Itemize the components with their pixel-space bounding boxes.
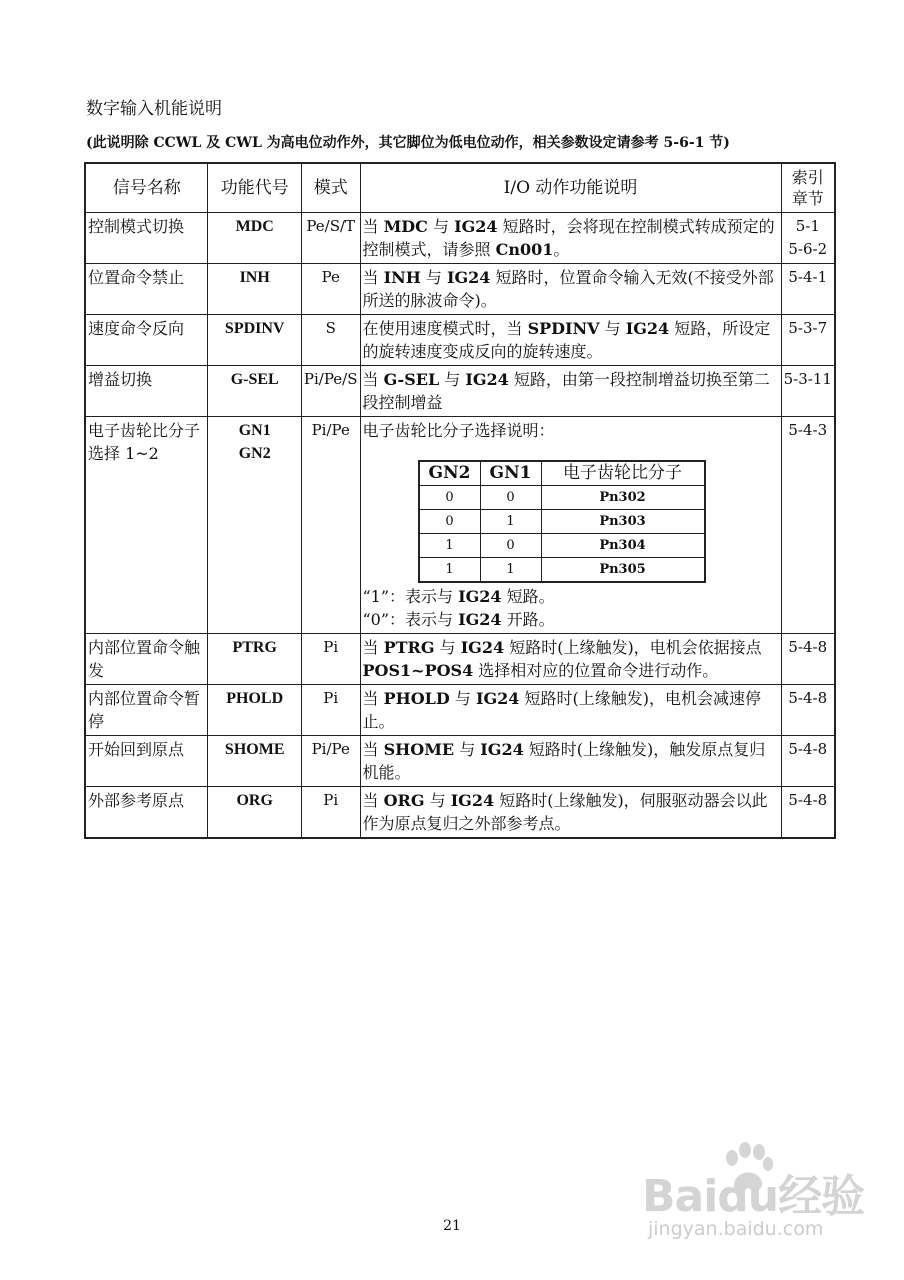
gear-table-cell: Pn303 bbox=[541, 510, 705, 534]
index-entry: 5-3-11 bbox=[783, 370, 832, 388]
mode: Pi/Pe bbox=[301, 417, 360, 634]
bold-term: IG24 bbox=[460, 638, 505, 657]
desc-text: 与 bbox=[599, 319, 626, 338]
desc-text: 短路时(上缘触发)，电机会依据接点 bbox=[504, 638, 762, 657]
io-description bbox=[360, 685, 781, 736]
index-entry: 5-3-7 bbox=[788, 319, 828, 337]
desc-text: 与 bbox=[454, 740, 481, 759]
bold-term: PHOLD bbox=[383, 689, 450, 708]
desc-text: 与 bbox=[449, 689, 476, 708]
bold-term: IG24 bbox=[458, 610, 502, 629]
desc-text: 短路时(上缘触发)，伺服驱动器会以此作为原点复归之外部参考点。 bbox=[362, 791, 768, 833]
function-code: PHOLD bbox=[208, 685, 301, 736]
desc-text: 当 bbox=[362, 791, 384, 810]
gear-table-cell: 1 bbox=[419, 534, 481, 558]
gear-table-row bbox=[419, 558, 705, 583]
gear-table-cell: Pn304 bbox=[541, 534, 705, 558]
io-description bbox=[360, 315, 781, 366]
function-code bbox=[208, 417, 301, 634]
bold-term: IG24 bbox=[458, 587, 502, 606]
desc-text: 短路，所设定的旋转速度变成反向的旋转速度。 bbox=[362, 319, 771, 361]
signal-name: 控制模式切换 bbox=[85, 213, 208, 264]
bold-term: POS1~POS4 bbox=[362, 661, 474, 680]
gear-note-open bbox=[363, 608, 779, 631]
gear-table-cell: 1 bbox=[480, 558, 541, 583]
desc-text: 当 bbox=[362, 638, 384, 657]
table-row bbox=[85, 366, 835, 417]
signal-name: 内部位置命令触发 bbox=[85, 634, 208, 685]
gear-table-header-cell: 电子齿轮比分子 bbox=[541, 461, 705, 486]
gear-table-cell: Pn302 bbox=[541, 486, 705, 510]
function-code: INH bbox=[208, 264, 301, 315]
gear-table-cell: 0 bbox=[419, 486, 481, 510]
desc-text: 当 bbox=[362, 689, 384, 708]
bold-term: INH bbox=[383, 268, 421, 287]
index-entry: 5-4-8 bbox=[788, 689, 828, 707]
index-entry: 5-4-8 bbox=[788, 791, 828, 809]
desc-text: 选择相对应的位置命令进行动作。 bbox=[473, 661, 719, 680]
index-chapter bbox=[781, 315, 835, 366]
table-row bbox=[85, 736, 835, 787]
desc-text: 与 bbox=[424, 791, 451, 810]
bold-term: IG24 bbox=[454, 217, 498, 236]
signal-name: 增益切换 bbox=[85, 366, 208, 417]
table-row bbox=[85, 264, 835, 315]
mode: Pi bbox=[301, 787, 360, 839]
gear-table-header bbox=[419, 461, 705, 486]
desc-text: 短路时(上缘触发)，触发原点复归机能。 bbox=[362, 740, 766, 782]
function-code: PTRG bbox=[208, 634, 301, 685]
index-entry: 5-4-1 bbox=[788, 268, 828, 286]
desc-text: 开路。 bbox=[501, 610, 555, 629]
desc-text: 短路时，位置命令输入无效(不接受外部所送的脉波命令)。 bbox=[362, 268, 774, 310]
mode: Pi bbox=[301, 634, 360, 685]
table-row bbox=[85, 685, 835, 736]
table-row bbox=[85, 787, 835, 839]
bold-term: IG24 bbox=[625, 319, 670, 338]
signal-name: 外部参考原点 bbox=[85, 787, 208, 839]
baidu-watermark bbox=[600, 1140, 880, 1270]
signal-name: 开始回到原点 bbox=[85, 736, 208, 787]
mode: Pe/S/T bbox=[301, 213, 360, 264]
index-chapter bbox=[781, 787, 835, 839]
io-description bbox=[360, 264, 781, 315]
io-description bbox=[360, 787, 781, 839]
header-function-code: 功能代号 bbox=[208, 163, 301, 213]
gear-table-row bbox=[419, 486, 705, 510]
desc-text: 当 bbox=[362, 740, 384, 759]
index-chapter bbox=[781, 634, 835, 685]
io-description bbox=[360, 634, 781, 685]
bold-term: Cn001 bbox=[495, 240, 554, 259]
function-code: SPDINV bbox=[208, 315, 301, 366]
desc-text: “1”：表示与 bbox=[362, 587, 459, 606]
table-body-upper bbox=[85, 213, 835, 417]
table-body-lower bbox=[85, 634, 835, 839]
desc-text: 当 bbox=[362, 370, 384, 389]
desc-text: 短路，由第一段控制增益切换至第二段控制增益 bbox=[362, 370, 770, 412]
bold-term: IG24 bbox=[476, 689, 520, 708]
index-chapter bbox=[781, 264, 835, 315]
gear-note-short bbox=[363, 585, 779, 608]
gear-table-header-cell: GN2 bbox=[419, 461, 481, 486]
desc-text: 当 bbox=[362, 217, 384, 236]
header-io-description: I/O 动作功能说明 bbox=[360, 163, 781, 213]
io-description bbox=[360, 736, 781, 787]
signal-name: 位置命令禁止 bbox=[85, 264, 208, 315]
function-code: G-SEL bbox=[208, 366, 301, 417]
gear-row-body bbox=[85, 417, 835, 634]
desc-text: 在使用速度模式时，当 bbox=[362, 319, 528, 338]
table-row-gear bbox=[85, 417, 835, 634]
bold-term: ORG bbox=[383, 791, 425, 810]
table-header-row bbox=[85, 163, 835, 213]
gear-ratio-table bbox=[418, 460, 706, 583]
index-chapter bbox=[781, 213, 835, 264]
bold-term: SPDINV bbox=[527, 319, 600, 338]
bold-term: SHOME bbox=[383, 740, 455, 759]
signal-table bbox=[84, 162, 836, 839]
desc-text: “0”：表示与 bbox=[362, 610, 459, 629]
index-entry: 5-4-8 bbox=[788, 740, 828, 758]
desc-text: 短路。 bbox=[501, 587, 555, 606]
index-chapter bbox=[781, 366, 835, 417]
desc-text: 。 bbox=[553, 240, 570, 259]
bold-term: PTRG bbox=[383, 638, 435, 657]
page-title: 数字输入机能说明 bbox=[86, 99, 222, 119]
mode: Pi/Pe/S bbox=[301, 366, 360, 417]
table-row bbox=[85, 634, 835, 685]
bold-term: G-SEL bbox=[383, 370, 440, 389]
signal-name: 内部位置命令暂停 bbox=[85, 685, 208, 736]
index-chapter bbox=[781, 736, 835, 787]
signal-name: 速度命令反向 bbox=[85, 315, 208, 366]
gear-table-cell: 0 bbox=[419, 510, 481, 534]
mode: S bbox=[301, 315, 360, 366]
gear-intro: 电子齿轮比分子选择说明： bbox=[362, 421, 555, 440]
header-index bbox=[781, 163, 835, 213]
watermark-logo: Baidu经验 bbox=[642, 1171, 865, 1222]
desc-text: 与 bbox=[434, 638, 461, 657]
mode: Pe bbox=[301, 264, 360, 315]
header-signal-name: 信号名称 bbox=[85, 163, 208, 213]
bold-term: IG24 bbox=[447, 268, 491, 287]
table-row bbox=[85, 315, 835, 366]
index-chapter bbox=[781, 685, 835, 736]
function-code-gn1: GN1 bbox=[238, 422, 271, 439]
page-number: 21 bbox=[443, 1218, 461, 1234]
index-entry: 5-6-2 bbox=[788, 240, 828, 258]
gear-table-body bbox=[419, 486, 705, 583]
index-entry: 5-1 bbox=[795, 217, 820, 235]
desc-text: 与 bbox=[420, 268, 448, 287]
header-index-line2: 章节 bbox=[791, 189, 824, 208]
desc-text: 短路时，会将现在控制模式转成预定的控制模式，请参照 bbox=[362, 217, 775, 259]
section-note: (此说明除 CCWL 及 CWL 为高电位动作外，其它脚位为低电位动作，相关参数设定请参考 5-6-1 节) bbox=[86, 135, 730, 151]
gear-table-cell: 0 bbox=[480, 534, 541, 558]
header-index-line1: 索引 bbox=[791, 168, 824, 187]
bold-term: IG24 bbox=[465, 370, 509, 389]
bold-term: MDC bbox=[383, 217, 428, 236]
gear-table-header-cell: GN1 bbox=[480, 461, 541, 486]
io-description bbox=[360, 417, 781, 634]
function-code: SHOME bbox=[208, 736, 301, 787]
io-description bbox=[360, 366, 781, 417]
function-code: ORG bbox=[208, 787, 301, 839]
gear-table-row bbox=[419, 510, 705, 534]
gear-table-row bbox=[419, 534, 705, 558]
bold-term: IG24 bbox=[450, 791, 495, 810]
gear-table-cell: 1 bbox=[419, 558, 481, 583]
signal-name: 电子齿轮比分子选择 1~2 bbox=[85, 417, 208, 634]
gear-table-cell: Pn305 bbox=[541, 558, 705, 583]
bold-term: IG24 bbox=[480, 740, 524, 759]
table-row bbox=[85, 213, 835, 264]
desc-text: 当 bbox=[362, 268, 384, 287]
header-mode: 模式 bbox=[301, 163, 360, 213]
index-entry: 5-4-8 bbox=[788, 638, 828, 656]
desc-text: 短路时(上缘触发)，电机会减速停止。 bbox=[362, 689, 761, 731]
gear-table-cell: 1 bbox=[480, 510, 541, 534]
function-code-gn2: GN2 bbox=[238, 445, 271, 462]
mode: Pi/Pe bbox=[301, 736, 360, 787]
io-description bbox=[360, 213, 781, 264]
index-chapter: 5-4-3 bbox=[781, 417, 835, 634]
desc-text: 与 bbox=[427, 217, 455, 236]
function-code: MDC bbox=[208, 213, 301, 264]
desc-text: 与 bbox=[439, 370, 466, 389]
watermark-url: jingyan.baidu.com bbox=[648, 1218, 824, 1240]
mode: Pi bbox=[301, 685, 360, 736]
gear-table-cell: 0 bbox=[480, 486, 541, 510]
